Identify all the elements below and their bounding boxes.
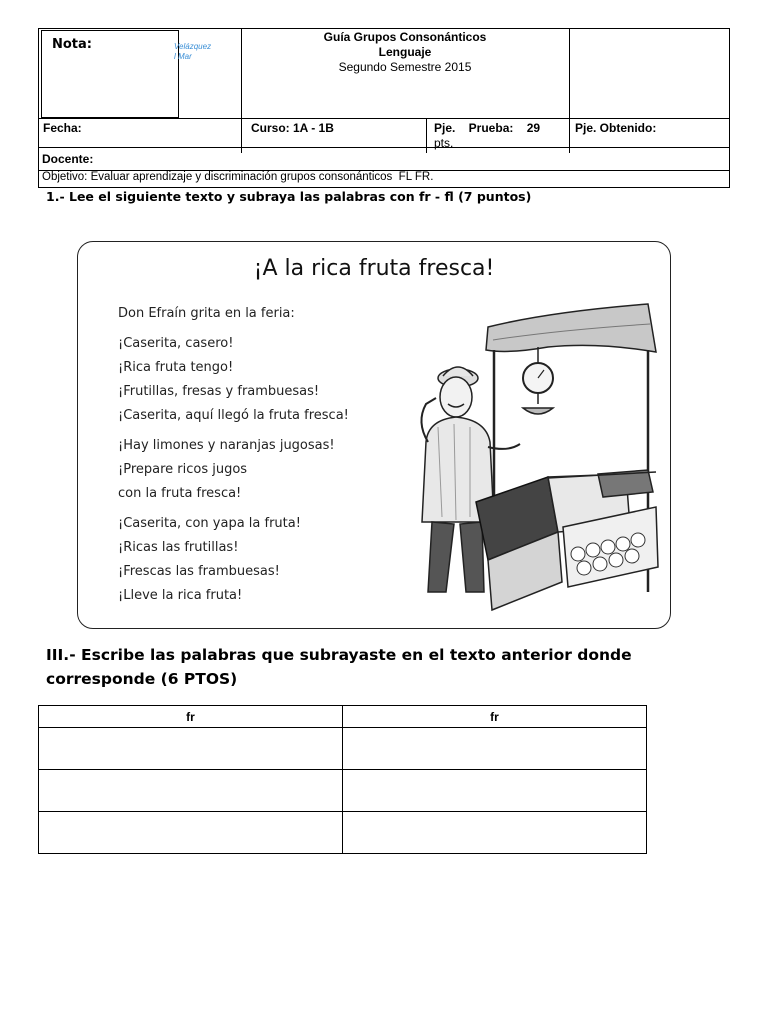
pje-prueba-label: Pje. Prueba: 29 bbox=[434, 121, 541, 135]
grid-line bbox=[38, 118, 730, 119]
grid-line bbox=[569, 28, 570, 153]
fruit-vendor-illustration bbox=[398, 292, 660, 617]
poem-line: ¡Caserita, casero! bbox=[118, 336, 234, 351]
section1-instruction: 1.- Lee el siguiente texto y subraya las palabras con fr - fl (7 puntos) bbox=[46, 189, 532, 204]
title-line3: Segundo Semestre 2015 bbox=[338, 60, 472, 74]
grid-line bbox=[38, 187, 730, 188]
table-row bbox=[39, 770, 647, 812]
pje-prueba-units: pts. bbox=[434, 136, 454, 150]
grid-line bbox=[38, 28, 39, 188]
title-line2: Lenguaje bbox=[378, 45, 432, 59]
header-form bbox=[38, 28, 730, 188]
answer-cell[interactable] bbox=[343, 728, 647, 770]
document-title bbox=[241, 30, 569, 75]
grid-line bbox=[426, 118, 427, 153]
school-logo-line1: Velázquez bbox=[174, 42, 212, 51]
grid-line bbox=[38, 147, 730, 148]
pje-obtenido-label: Pje. Obtenido: bbox=[575, 121, 657, 135]
fecha-label: Fecha: bbox=[43, 121, 82, 135]
column-header-fr-2: fr bbox=[343, 706, 647, 728]
table-row bbox=[39, 728, 647, 770]
poem-line: con la fruta fresca! bbox=[118, 486, 242, 501]
nota-label: Nota: bbox=[52, 37, 92, 52]
poem-line: Don Efraín grita en la feria: bbox=[118, 306, 295, 321]
school-logo bbox=[174, 42, 244, 68]
objetivo-text: Objetivo: Evaluar aprendizaje y discriminación grupos consonánticos FL FR. bbox=[42, 171, 434, 183]
poem-line: ¡Prepare ricos jugos bbox=[118, 462, 248, 477]
poem-text bbox=[118, 302, 349, 608]
answer-cell[interactable] bbox=[39, 770, 343, 812]
grid-line bbox=[729, 28, 730, 188]
table-row bbox=[39, 812, 647, 854]
docente-label: Docente: bbox=[42, 152, 94, 166]
column-header-fr-1: fr bbox=[39, 706, 343, 728]
curso-label: Curso: 1A - 1B bbox=[251, 121, 334, 135]
poem-card bbox=[77, 241, 671, 629]
school-logo-line2: l Mar bbox=[174, 52, 192, 61]
answer-table bbox=[38, 705, 647, 854]
poem-line: ¡Hay limones y naranjas jugosas! bbox=[118, 438, 335, 453]
poem-line: ¡Ricas las frutillas! bbox=[118, 540, 239, 555]
title-line1: Guía Grupos Consonánticos bbox=[323, 30, 487, 44]
poem-line: ¡Frutillas, fresas y frambuesas! bbox=[118, 384, 320, 399]
section3-instruction: III.- Escribe las palabras que subrayaste en el texto anterior donde corresponde (6 PTOS) bbox=[46, 646, 632, 688]
poem-line: ¡Lleve la rica fruta! bbox=[118, 588, 243, 603]
poem-line: ¡Caserita, con yapa la fruta! bbox=[118, 516, 301, 531]
grid-line bbox=[38, 28, 730, 29]
poem-title: ¡A la rica fruta fresca! bbox=[253, 256, 495, 281]
answer-cell[interactable] bbox=[39, 812, 343, 854]
poem-line: ¡Frescas las frambuesas! bbox=[118, 564, 280, 579]
poem-line: ¡Rica fruta tengo! bbox=[118, 360, 234, 375]
answer-cell[interactable] bbox=[39, 728, 343, 770]
answer-cell[interactable] bbox=[343, 812, 647, 854]
nota-box[interactable] bbox=[41, 30, 179, 118]
poem-line: ¡Caserita, aquí llegó la fruta fresca! bbox=[118, 408, 349, 423]
answer-cell[interactable] bbox=[343, 770, 647, 812]
